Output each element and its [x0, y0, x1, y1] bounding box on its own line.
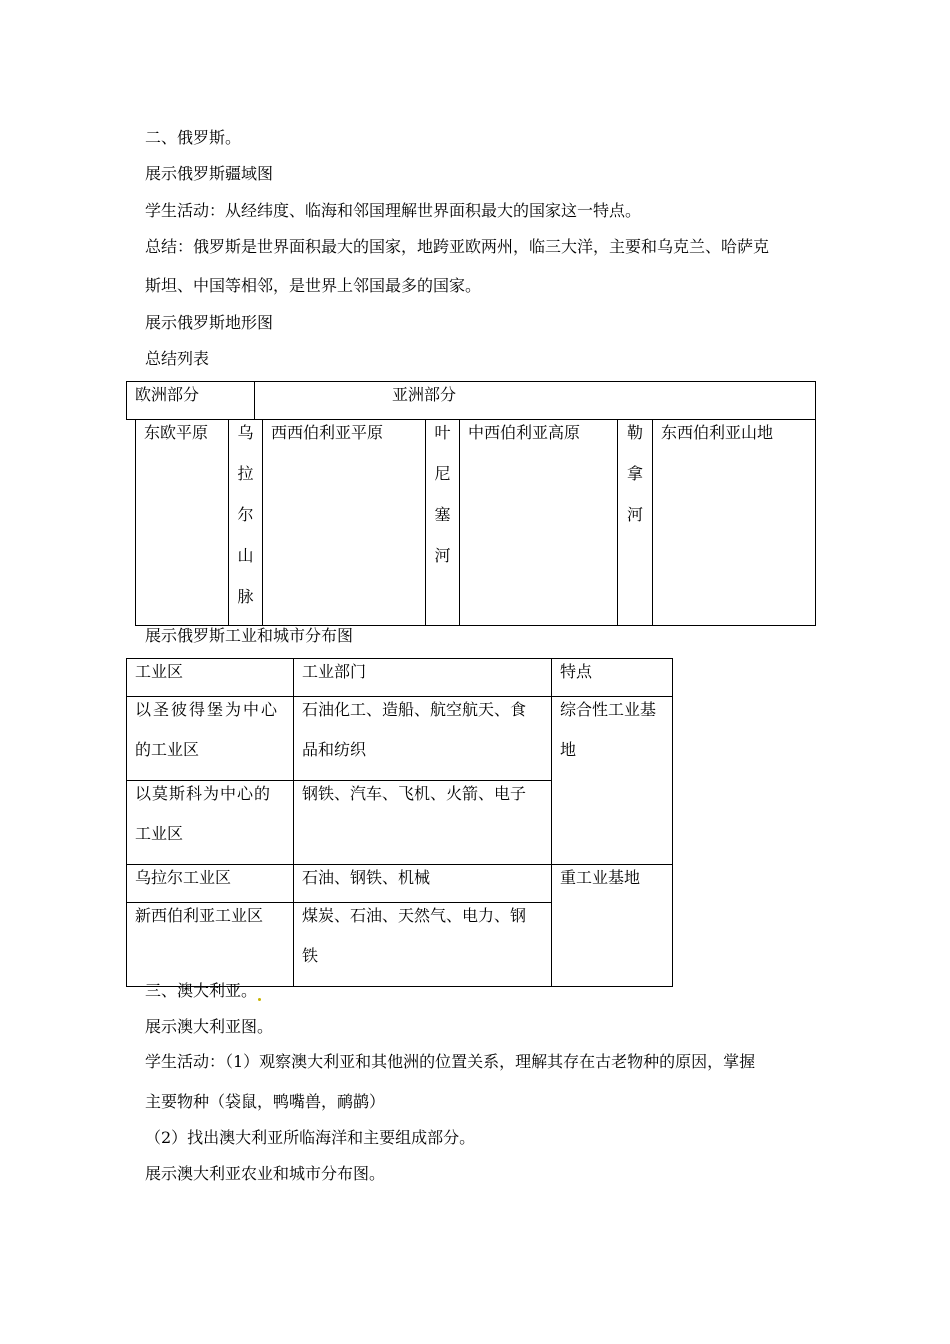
summary-line-2: 斯坦、中国等相邻，是世界上邻国最多的国家。 — [145, 276, 482, 295]
cell-yenisei-river: 叶 尼 塞 河 — [426, 420, 460, 626]
header-industrial-region: 工业区 — [127, 659, 294, 697]
section3-heading: 三、澳大利亚。 — [145, 981, 261, 1001]
cell-west-siberian-plain: 西西伯利亚平原 — [263, 420, 426, 626]
header-feature: 特点 — [552, 659, 673, 697]
summary-line-1: 总结：俄罗斯是世界面积最大的国家，地跨亚欧两州，临三大洋，主要和乌克兰、哈萨克 — [145, 237, 770, 256]
show-territory-map-line: 展示俄罗斯疆域图 — [145, 164, 274, 183]
show-agri-map-line: 展示澳大利亚农业和城市分布图。 — [145, 1164, 386, 1183]
industry-table — [126, 658, 673, 987]
cell-central-siberian-plateau: 中西伯利亚高原 — [460, 420, 618, 626]
region-novosibirsk: 新西伯利亚工业区 — [127, 903, 294, 987]
show-terrain-map-line: 展示俄罗斯地形图 — [145, 313, 274, 332]
terrain-detail-table — [135, 419, 816, 626]
cell-east-european-plain: 东欧平原 — [136, 420, 229, 626]
cell-lena-river: 勒 拿 河 — [618, 420, 653, 626]
cell-ural-mountains: 乌 拉 尔 山 脉 — [229, 420, 263, 626]
show-industry-map-line: 展示俄罗斯工业和城市分布图 — [145, 626, 354, 645]
terrain-header-table — [126, 381, 816, 420]
feature-comprehensive-base: 综合性工业基 地 — [552, 697, 673, 865]
cell-east-siberian-mountains: 东西伯利亚山地 — [653, 420, 816, 626]
header-europe: 欧洲部分 — [127, 382, 255, 420]
australia-activity-line-3: （2）找出澳大利亚所临海洋和主要组成部分。 — [145, 1128, 476, 1147]
student-activity-line: 学生活动：从经纬度、临海和邻国理解世界面积最大的国家这一特点。 — [145, 201, 642, 220]
show-australia-map-line: 展示澳大利亚图。 — [145, 1017, 274, 1036]
header-industrial-sector: 工业部门 — [294, 659, 552, 697]
region-st-petersburg: 以圣彼得堡为中心 的工业区 — [127, 697, 294, 781]
header-asia: 亚洲部分 — [255, 382, 816, 420]
marker-dot — [258, 998, 261, 1001]
australia-activity-line-1: 学生活动：（1）观察澳大利亚和其他洲的位置关系，理解其存在古老物种的原因，掌握 — [145, 1052, 756, 1071]
sectors-novosibirsk: 煤炭、石油、天然气、电力、钢 铁 — [294, 903, 552, 987]
feature-heavy-industry-base: 重工业基地 — [552, 865, 673, 987]
sectors-st-petersburg: 石油化工、造船、航空航天、食 品和纺织 — [294, 697, 552, 781]
section2-heading: 二、俄罗斯。 — [145, 128, 242, 147]
sectors-ural: 石油、钢铁、机械 — [294, 865, 552, 903]
region-moscow: 以莫斯科为中心的 工业区 — [127, 781, 294, 865]
australia-activity-line-2: 主要物种（袋鼠，鸭嘴兽，鸸鹋） — [145, 1092, 386, 1111]
summary-table-label: 总结列表 — [145, 349, 210, 368]
sectors-moscow: 钢铁、汽车、飞机、火箭、电子 — [294, 781, 552, 865]
region-ural: 乌拉尔工业区 — [127, 865, 294, 903]
